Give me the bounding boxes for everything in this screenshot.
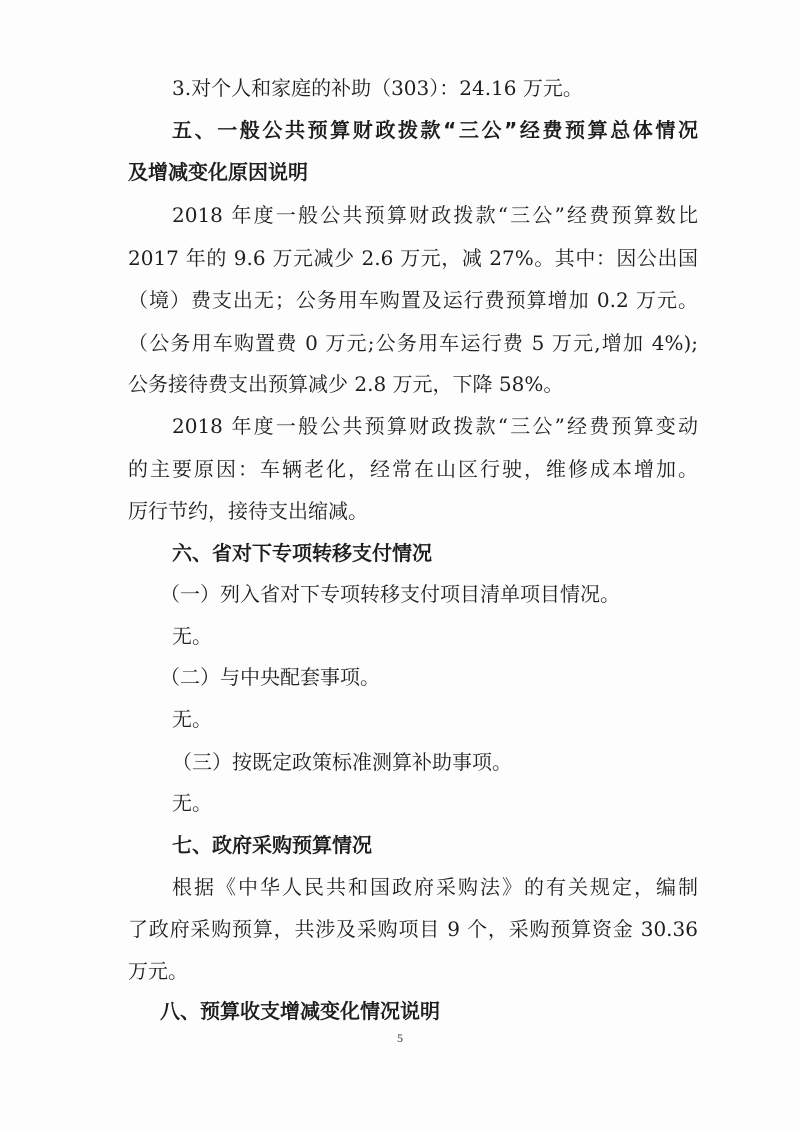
paragraph-line: 2018 年度一般公共预算财政拨款“三公”经费预算变动 <box>172 414 698 438</box>
subsection-content: 无。 <box>172 791 212 815</box>
section-7-heading: 七、政府采购预算情况 <box>172 833 372 857</box>
section-5-heading-line-2: 及增减变化原因说明 <box>128 160 308 184</box>
paragraph-line: 了政府采购预算，共涉及采购项目 9 个，采购预算资金 30.36 <box>128 917 698 941</box>
paragraph-line: 2017 年的 9.6 万元减少 2.6 万元，减 27%。其中：因公出国 <box>128 246 698 270</box>
page-number: 5 <box>397 1031 403 1045</box>
paragraph-line: 2018 年度一般公共预算财政拨款“三公”经费预算数比 <box>172 203 698 227</box>
paragraph-line: 根据《中华人民共和国政府采购法》的有关规定，编制 <box>172 875 698 899</box>
subsection-title: （一）列入省对下专项转移支付项目清单项目情况。 <box>160 582 620 606</box>
subsection-content: 无。 <box>172 624 212 648</box>
subsection-title: （二）与中央配套事项。 <box>160 665 380 689</box>
paragraph-line: 厉行节约，接待支出缩减。 <box>128 499 368 523</box>
section-8-heading: 八、预算收支增减变化情况说明 <box>160 999 440 1023</box>
paragraph-line: （公务用车购置费 0 万元;公务用车运行费 5 万元,增加 4%); <box>128 331 698 355</box>
paragraph-line: 公务接待费支出预算减少 2.8 万元，下降 58%。 <box>128 372 564 396</box>
subsection-title: （三）按既定政策标准测算补助事项。 <box>172 750 512 774</box>
section-6-heading: 六、省对下专项转移支付情况 <box>172 541 432 565</box>
subsection-content: 无。 <box>172 707 212 731</box>
paragraph-line: 的主要原因：车辆老化，经常在山区行驶，维修成本增加。 <box>128 457 698 481</box>
subsidy-item-line: 3.对个人和家庭的补助（303）：24.16 万元。 <box>172 76 583 100</box>
paragraph-line: 万元。 <box>128 959 188 983</box>
section-5-heading-line-1: 五、一般公共预算财政拨款“三公”经费预算总体情况 <box>172 118 698 142</box>
paragraph-line: （境）费支出无；公务用车购置及运行费预算增加 0.2 万元。 <box>128 288 698 312</box>
